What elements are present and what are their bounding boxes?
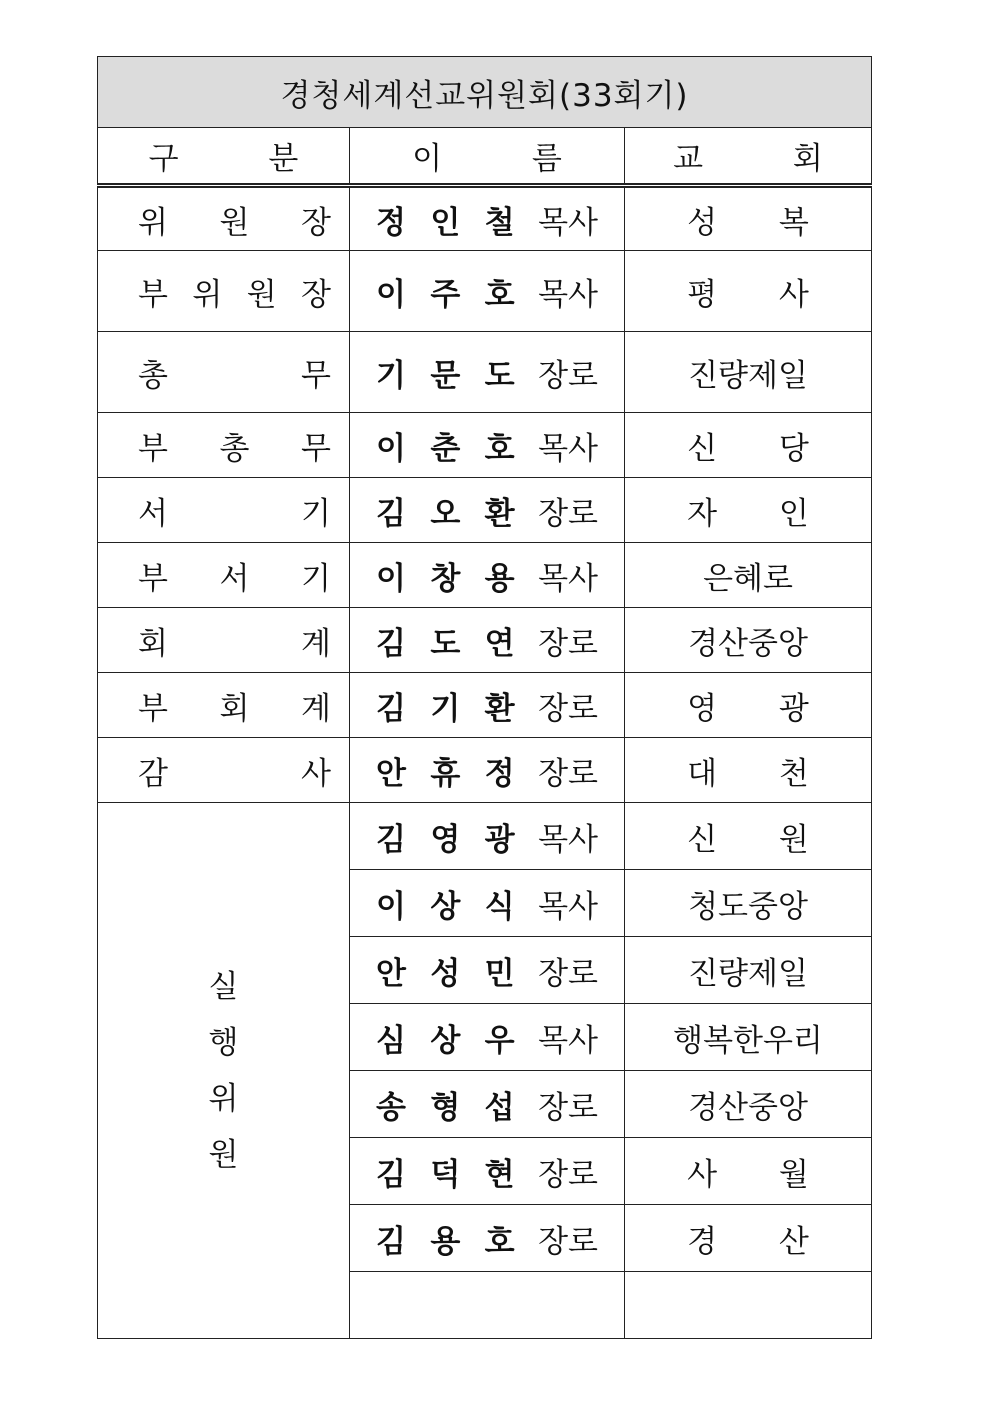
person-title: 장로 — [538, 495, 598, 532]
church-cell: 대 천 — [625, 738, 872, 803]
header-church-label: 교 회 — [673, 141, 823, 177]
role-cell: 회 계 — [98, 608, 350, 673]
officer-row — [98, 413, 872, 478]
table-title: 경청세계선교위원회(33회기) — [98, 57, 872, 128]
name-cell — [350, 870, 625, 937]
title-row — [98, 57, 872, 128]
church-cell: 자 인 — [625, 478, 872, 543]
officer-row — [98, 186, 872, 251]
person-name: 심 상 우 — [376, 1022, 515, 1059]
committee-roster-table — [97, 56, 872, 1339]
header-role — [98, 128, 350, 186]
role-cell: 위 원 장 — [98, 186, 350, 251]
name-cell — [350, 608, 625, 673]
person-name: 김 도 연 — [376, 625, 515, 662]
executive-role-cell — [98, 803, 350, 1339]
person-title: 목사 — [538, 821, 598, 858]
person-title: 장로 — [538, 1089, 598, 1126]
name-cell — [350, 1071, 625, 1138]
name-cell — [350, 673, 625, 738]
person-name: 정 인 철 — [376, 204, 515, 241]
person-title: 장로 — [538, 755, 598, 792]
person-name: 김 오 환 — [376, 495, 515, 532]
executive-role-char: 행 — [208, 1024, 239, 1061]
executive-member-row — [98, 803, 872, 870]
church-cell: 진량제일 — [625, 937, 872, 1004]
person-name: 안 성 민 — [376, 955, 515, 992]
officer-row — [98, 332, 872, 413]
name-cell — [350, 1138, 625, 1205]
name-cell — [350, 1272, 625, 1339]
person-name: 이 상 식 — [376, 888, 515, 925]
church-cell: 평 사 — [625, 251, 872, 332]
person-name: 이 춘 호 — [376, 430, 515, 467]
name-cell — [350, 937, 625, 1004]
header-role-label: 구 분 — [148, 141, 299, 177]
executive-role-char: 원 — [208, 1136, 239, 1173]
officer-row — [98, 478, 872, 543]
person-name: 김 기 환 — [376, 690, 515, 727]
church-cell — [625, 1272, 872, 1339]
role-cell: 부 회 계 — [98, 673, 350, 738]
church-cell: 청도중앙 — [625, 870, 872, 937]
person-name: 김 용 호 — [376, 1223, 515, 1260]
name-cell — [350, 543, 625, 608]
person-title: 장로 — [538, 625, 598, 662]
officer-row — [98, 543, 872, 608]
person-title: 목사 — [538, 204, 598, 241]
person-title: 장로 — [538, 1223, 598, 1260]
church-cell: 신 원 — [625, 803, 872, 870]
role-cell: 부 서 기 — [98, 543, 350, 608]
person-title: 목사 — [538, 430, 598, 467]
executive-role-char: 실 — [208, 968, 239, 1005]
name-cell — [350, 413, 625, 478]
person-title: 목사 — [538, 888, 598, 925]
person-name: 김 영 광 — [376, 821, 515, 858]
person-title: 목사 — [538, 560, 598, 597]
name-cell — [350, 1004, 625, 1071]
role-cell: 서 기 — [98, 478, 350, 543]
church-cell: 경산중앙 — [625, 1071, 872, 1138]
name-cell — [350, 332, 625, 413]
church-cell: 성 복 — [625, 186, 872, 251]
person-title: 장로 — [538, 1156, 598, 1193]
officer-row — [98, 608, 872, 673]
church-cell: 경산중앙 — [625, 608, 872, 673]
role-cell: 부 위 원 장 — [98, 251, 350, 332]
header-row — [98, 128, 872, 186]
name-cell — [350, 803, 625, 870]
executive-role-char: 위 — [208, 1080, 239, 1117]
person-name: 김 덕 현 — [376, 1156, 515, 1193]
person-title: 장로 — [538, 955, 598, 992]
role-cell: 부 총 무 — [98, 413, 350, 478]
church-cell: 경 산 — [625, 1205, 872, 1272]
church-cell: 신 당 — [625, 413, 872, 478]
person-name: 이 주 호 — [376, 276, 515, 313]
church-cell: 진량제일 — [625, 332, 872, 413]
name-cell — [350, 186, 625, 251]
person-name: 송 형 섭 — [376, 1089, 515, 1126]
role-cell: 감 사 — [98, 738, 350, 803]
role-cell: 총 무 — [98, 332, 350, 413]
church-cell: 행복한우리 — [625, 1004, 872, 1071]
person-name: 이 창 용 — [376, 560, 515, 597]
church-cell: 은혜로 — [625, 543, 872, 608]
person-name: 안 휴 정 — [376, 755, 515, 792]
name-cell — [350, 251, 625, 332]
church-cell: 사 월 — [625, 1138, 872, 1205]
officer-row — [98, 673, 872, 738]
name-cell — [350, 478, 625, 543]
person-title: 장로 — [538, 690, 598, 727]
person-title: 장로 — [538, 357, 598, 394]
name-cell — [350, 738, 625, 803]
officer-row — [98, 738, 872, 803]
name-cell — [350, 1205, 625, 1272]
header-church — [625, 128, 872, 186]
header-name — [350, 128, 625, 186]
person-name: 기 문 도 — [376, 357, 515, 394]
person-title: 목사 — [538, 276, 598, 313]
person-title: 목사 — [538, 1022, 598, 1059]
officer-row — [98, 251, 872, 332]
church-cell: 영 광 — [625, 673, 872, 738]
header-name-label: 이 름 — [412, 141, 562, 177]
